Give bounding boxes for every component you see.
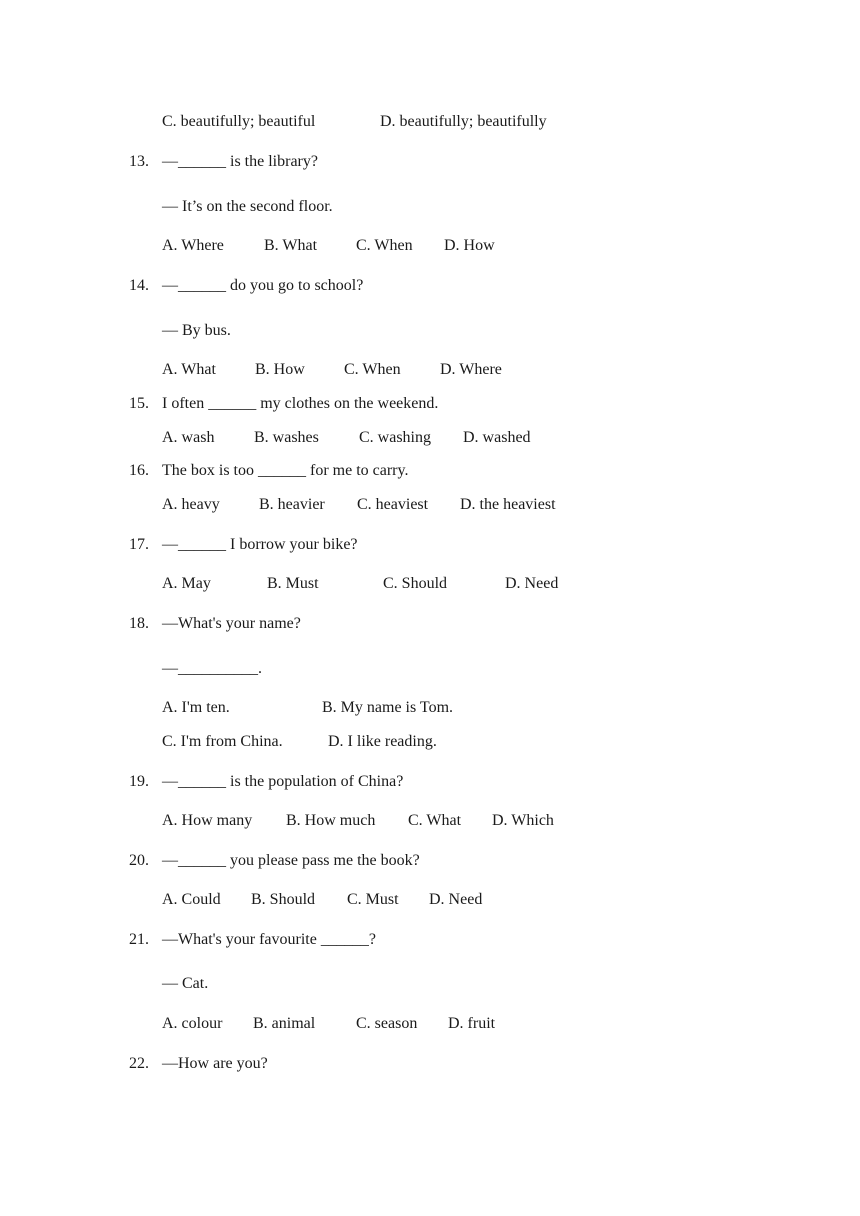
q13-option-c: C. When [356,237,413,254]
q21-answer: — Cat. [162,975,209,992]
q14-stem: —______ do you go to school? [162,277,364,294]
q20-option-c: C. Must [347,891,399,908]
q22-number: 22. [129,1055,149,1072]
q21-option-c: C. season [356,1015,418,1032]
q13-option-d: D. How [444,237,495,254]
q21-stem: —What's your favourite ______? [162,931,376,948]
q18-answer: —__________. [162,660,262,677]
q17-stem: —______ I borrow your bike? [162,536,358,553]
q17-number: 17. [129,536,149,553]
q17-option-c: C. Should [383,575,448,592]
q15-stem: I often ______ my clothes on the weekend. [162,395,439,412]
q13-option-a: A. Where [162,237,224,254]
q13-answer: — It’s on the second floor. [162,198,333,215]
q16-stem: The box is too ______ for me to carry. [162,462,409,479]
q14-option-b: B. How [255,361,305,378]
q14-answer: — By bus. [162,322,231,339]
q13-stem: —______ is the library? [162,153,318,170]
q18-stem: —What's your name? [162,615,301,632]
q20-option-a: A. Could [162,891,221,908]
q15-number: 15. [129,395,149,412]
q15-option-d: D. washed [463,429,531,446]
q17-option-a: A. May [162,575,211,592]
q14-option-c: C. When [344,361,401,378]
q19-option-c: C. What [408,812,462,829]
q19-option-b: B. How much [286,812,376,829]
q17-option-d: D. Need [505,575,559,592]
q15-option-a: A. wash [162,429,215,446]
q16-option-b: B. heavier [259,496,325,513]
q13-option-b: B. What [264,237,318,254]
q20-option-d: D. Need [429,891,483,908]
q19-stem: —______ is the population of China? [162,773,404,790]
q22-stem: —How are you? [162,1055,268,1072]
q18-number: 18. [129,615,149,632]
q16-option-c: C. heaviest [357,496,429,513]
q20-stem: —______ you please pass me the book? [162,852,420,869]
q18-option-c: C. I'm from China. [162,733,283,750]
q21-option-a: A. colour [162,1015,223,1032]
q18-option-b: B. My name is Tom. [322,699,454,716]
q20-number: 20. [129,852,149,869]
q21-option-b: B. animal [253,1015,316,1032]
q21-number: 21. [129,931,149,948]
q14-number: 14. [129,277,149,294]
q13-number: 13. [129,153,149,170]
q15-option-b: B. washes [254,429,319,446]
q14-option-d: D. Where [440,361,502,378]
q14-option-a: A. What [162,361,216,378]
q19-option-d: D. Which [492,812,554,829]
q17-option-b: B. Must [267,575,319,592]
q20-option-b: B. Should [251,891,316,908]
q21-option-d: D. fruit [448,1015,496,1032]
q16-option-a: A. heavy [162,496,220,513]
q19-option-a: A. How many [162,812,253,829]
q15-option-c: C. washing [359,429,431,446]
q12-option-d: D. beautifully; beautifully [380,113,547,130]
q16-number: 16. [129,462,149,479]
q16-option-d: D. the heaviest [460,496,556,513]
q19-number: 19. [129,773,149,790]
q12-option-c: C. beautifully; beautiful [162,113,316,130]
q18-option-d: D. I like reading. [328,733,437,750]
q18-option-a: A. I'm ten. [162,699,230,716]
